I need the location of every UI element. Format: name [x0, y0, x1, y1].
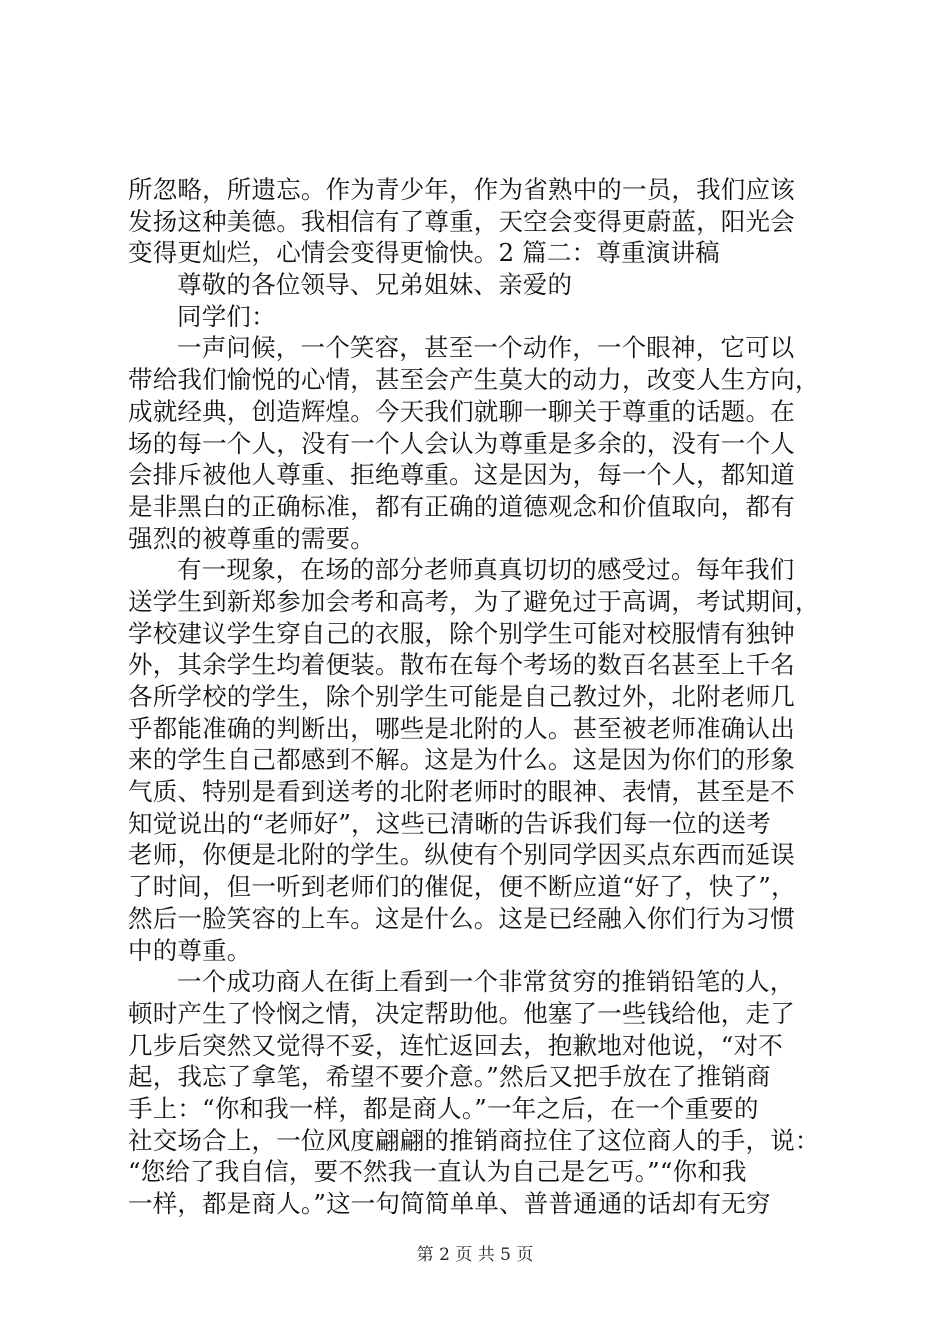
text-line: 送学生到新郑参加会考和高考，为了避免过于高调，考试期间，	[128, 586, 820, 616]
text-line: 知觉说出的“老师好”，这些已清晰的告诉我们每一位的送考	[128, 808, 771, 838]
text-line: 社交场合上，一位风度翩翩的推销商拉住了这位商人的手，说：	[128, 1125, 820, 1155]
text-line: 有一现象，在场的部分老师真真切切的感受过。每年我们	[177, 555, 795, 585]
text-line: 所忽略，所遗忘。作为青少年，作为省熟中的一员，我们应该	[128, 175, 795, 204]
page-number-footer: 第 2 页 共 5 页	[416, 1245, 534, 1265]
text-line: 起，我忘了拿笔，希望不要介意。”然后又把手放在了推销商	[128, 1062, 771, 1092]
text-line: 各所学校的学生，除个别学生可能是自己教过外，北附老师几	[128, 682, 795, 711]
text-line: 外，其余学生均着便装。散布在每个考场的数百名甚至上千名	[128, 650, 795, 680]
text-line: 同学们：	[177, 301, 276, 331]
text-line: 顿时产生了怜悯之情，决定帮助他。他塞了一些钱给他，走了	[128, 998, 795, 1028]
text-line: 成就经典，创造辉煌。今天我们就聊一聊关于尊重的话题。在	[128, 396, 795, 426]
text-line: 中的尊重。	[128, 935, 252, 965]
text-line: 老师，你便是北附的学生。纵使有个别同学因买点东西而延误	[128, 840, 795, 870]
text-line: 强烈的被尊重的需要。	[128, 523, 375, 553]
text-line: 一个成功商人在街上看到一个非常贫穷的推销铅笔的人，	[177, 967, 795, 997]
text-line: 发扬这种美德。我相信有了尊重，天空会变得更蔚蓝，阳光会	[128, 206, 795, 236]
text-line: 会排斥被他人尊重、拒绝尊重。这是因为，每一个人，都知道	[128, 460, 795, 490]
text-line: 然后一脸笑容的上车。这是什么。这是已经融入你们行为习惯	[128, 903, 795, 933]
text-line: 了时间，但一听到老师们的催促，便不断应道“好了，快了”，	[128, 872, 796, 902]
text-line: 是非黑白的正确标准，都有正确的道德观念和价值取向，都有	[128, 491, 795, 521]
text-line: 乎都能准确的判断出，哪些是北附的人。甚至被老师准确认出	[128, 713, 795, 743]
text-line: 场的每一个人，没有一个人会认为尊重是多余的，没有一个人	[128, 428, 795, 458]
text-line: 一样，都是商人。”这一句简简单单、普普通通的话却有无穷	[128, 1189, 771, 1218]
text-line: 几步后突然又觉得不妥，连忙返回去，抱歉地对他说，“对不	[128, 1030, 783, 1060]
text-line: 来的学生自己都感到不解。这是为什么。这是因为你们的形象	[128, 745, 795, 775]
text-line: 一声问候，一个笑容，甚至一个动作，一个眼神，它可以	[177, 333, 795, 363]
document-body	[128, 174, 828, 1220]
text-line: 学校建议学生穿自己的衣服，除个别学生可能对校服情有独钟	[128, 618, 795, 648]
text-line: 气质、特别是看到送考的北附老师时的眼神、表情，甚至是不	[128, 777, 795, 807]
text-line: “您给了我自信，要不然我一直认为自己是乞丐。”“你和我	[128, 1157, 747, 1187]
text-line: 变得更灿烂，心情会变得更愉快。2 篇二：尊重演讲稿	[128, 238, 720, 268]
text-line: 尊敬的各位领导、兄弟姐妹、亲爱的	[177, 270, 573, 300]
text-line: 手上：“你和我一样，都是商人。”一年之后，在一个重要的	[128, 1093, 759, 1123]
text-line: 带给我们愉悦的心情，甚至会产生莫大的动力，改变人生方向，	[128, 365, 820, 395]
